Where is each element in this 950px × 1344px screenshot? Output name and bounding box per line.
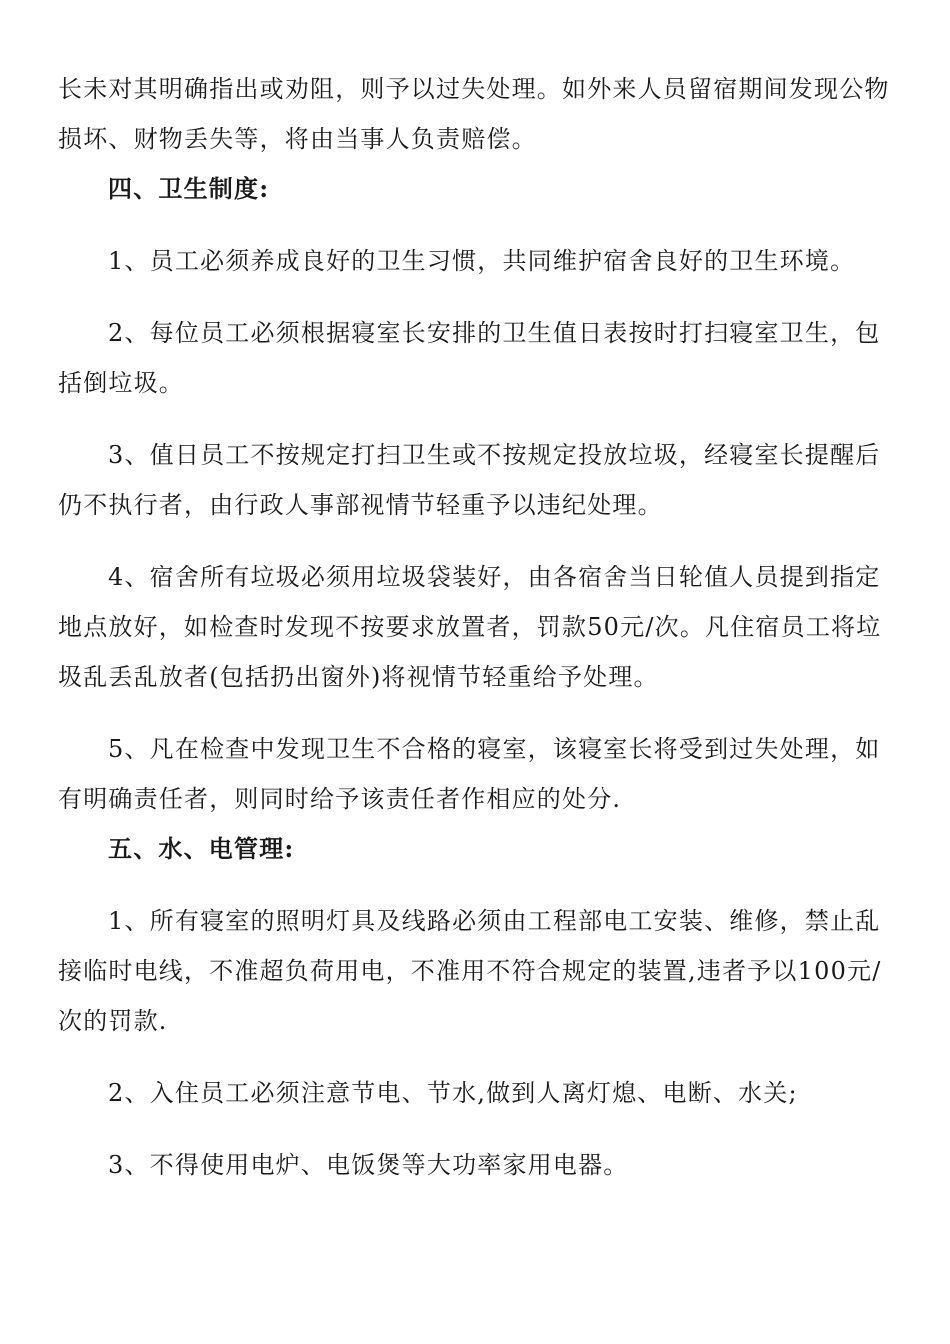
paragraph-continuation: 长未对其明确指出或劝阻，则予以过失处理。如外来人员留宿期间发现公物损坏、财物丢失等，将由当事人负责赔偿。 [58,75,890,153]
hygiene-rule-3: 3、值日员工不按规定打扫卫生或不按规定投放垃圾，经寝室长提醒后仍不执行者，由行政人事部视情节轻重予以违纪处理。 [58,441,881,519]
hygiene-rule-1: 1、员工必须养成良好的卫生习惯，共同维护宿舍良好的卫生环境。 [108,247,856,275]
utilities-rule-1: 1、所有寝室的照明灯具及线路必须由工程部电工安装、维修，禁止乱接临时电线，不准超负荷用电，不准用不符合规定的装置,违者予以100元/次的罚款. [58,907,882,1035]
hygiene-rule-2: 2、每位员工必须根据寝室长安排的卫生值日表按时打扫寝室卫生，包括倒垃圾。 [58,319,881,397]
section-heading-hygiene: 四、卫生制度: [108,174,270,203]
section-heading-utilities: 五、水、电管理: [108,834,295,863]
hygiene-rule-4: 4、宿舍所有垃圾必须用垃圾袋装好，由各宿舍当日轮值人员提到指定地点放好，如检查时发现不按要求放置者，罚款50元/次。凡住宿员工将垃圾乱丢乱放者(包括扔出窗外)将视情节轻重给予处理。 [58,563,882,691]
utilities-rule-3: 3、不得使用电炉、电饭煲等大功率家用电器。 [108,1151,629,1179]
utilities-rule-2: 2、入住员工必须注意节电、节水,做到人离灯熄、电断、水关; [108,1079,798,1107]
hygiene-rule-5: 5、凡在检查中发现卫生不合格的寝室，该寝室长将受到过失处理，如有明确责任者，则同时给予该责任者作相应的处分. [58,735,881,813]
